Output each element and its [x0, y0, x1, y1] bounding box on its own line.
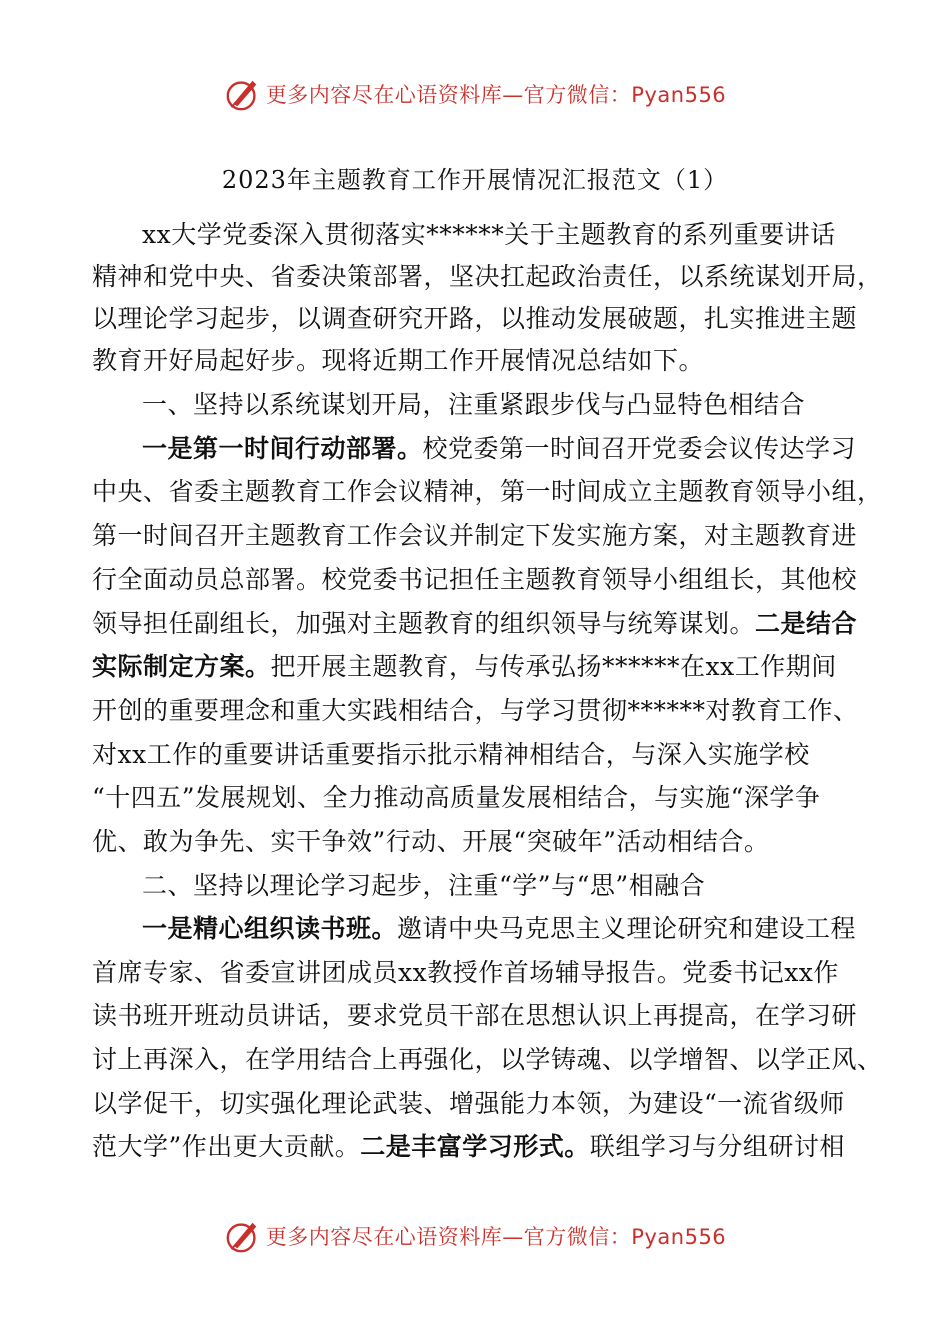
- watermark-footer: [0, 1216, 950, 1256]
- text-line: “十四五”发展规划、全力推动高质量发展相结合，与实施“深学争: [92, 783, 821, 812]
- watermark-header: [0, 74, 950, 114]
- text-line: 范大学”作出更大贡献。二是丰富学习形式。联组学习与分组研讨相: [92, 1132, 845, 1161]
- text-line: 开创的重要理念和重大实践相结合，与学习贯彻******对教育工作、: [92, 696, 859, 725]
- text-line: 实际制定方案。把开展主题教育，与传承弘扬******在xx工作期间: [92, 652, 837, 681]
- watermark-text: 更多内容尽在心语资料库—官方微信：Pyan556: [265, 83, 727, 107]
- text-line: 讨上再深入，在学用结合上再强化，以学铸魂、以学增智、以学正风、: [92, 1045, 883, 1074]
- text-line: 领导担任副组长，加强对主题教育的组织领导与统筹谋划。二是结合: [92, 609, 858, 638]
- text-line: 教育开好局起好步。现将近期工作开展情况总结如下。: [92, 346, 705, 375]
- watermark-text: 更多内容尽在心语资料库—官方微信：Pyan556: [265, 1225, 727, 1249]
- section-heading: 一、坚持以系统谋划开局，注重紧跟步伐与凸显特色相结合: [142, 390, 806, 419]
- text-line: 第一时间召开主题教育工作会议并制定下发实施方案，对主题教育进: [92, 521, 858, 550]
- text-line: 精神和党中央、省委决策部署，坚决扛起政治责任，以系统谋划开局，: [92, 262, 883, 291]
- text-line: 对xx工作的重要讲话重要指示批示精神相结合，与深入实施学校: [92, 740, 810, 769]
- text-line: 中央、省委主题教育工作会议精神，第一时间成立主题教育领导小组，: [92, 477, 883, 506]
- text-line: 一是精心组织读书班。邀请中央马克思主义理论研究和建设工程: [142, 914, 857, 943]
- text-line: xx大学党委深入贯彻落实******关于主题教育的系列重要讲话: [142, 220, 836, 249]
- text-line: 以学促干，切实强化理论武装、增强能力本领，为建设“一流省级师: [92, 1089, 845, 1118]
- section-heading: 二、坚持以理论学习起步，注重“学”与“思”相融合: [142, 871, 706, 900]
- text-line: 首席专家、省委宣讲团成员xx教授作首场辅导报告。党委书记xx作: [92, 958, 839, 987]
- pen-logo-icon: [224, 75, 262, 113]
- text-line: 行全面动员总部署。校党委书记担任主题教育领导小组组长，其他校: [92, 565, 858, 594]
- text-line: 读书班开班动员讲话，要求党员干部在思想认识上再提高，在学习研: [92, 1001, 858, 1030]
- document-title: 2023年主题教育工作开展情况汇报范文（1）: [221, 166, 729, 194]
- pen-logo-icon: [224, 1217, 262, 1255]
- text-line: 优、敢为争先、实干争效”行动、开展“突破年”活动相结合。: [92, 827, 770, 856]
- text-line: 一是第一时间行动部署。校党委第一时间召开党委会议传达学习: [142, 434, 857, 463]
- text-line: 以理论学习起步，以调查研究开路，以推动发展破题，扎实推进主题: [92, 304, 858, 333]
